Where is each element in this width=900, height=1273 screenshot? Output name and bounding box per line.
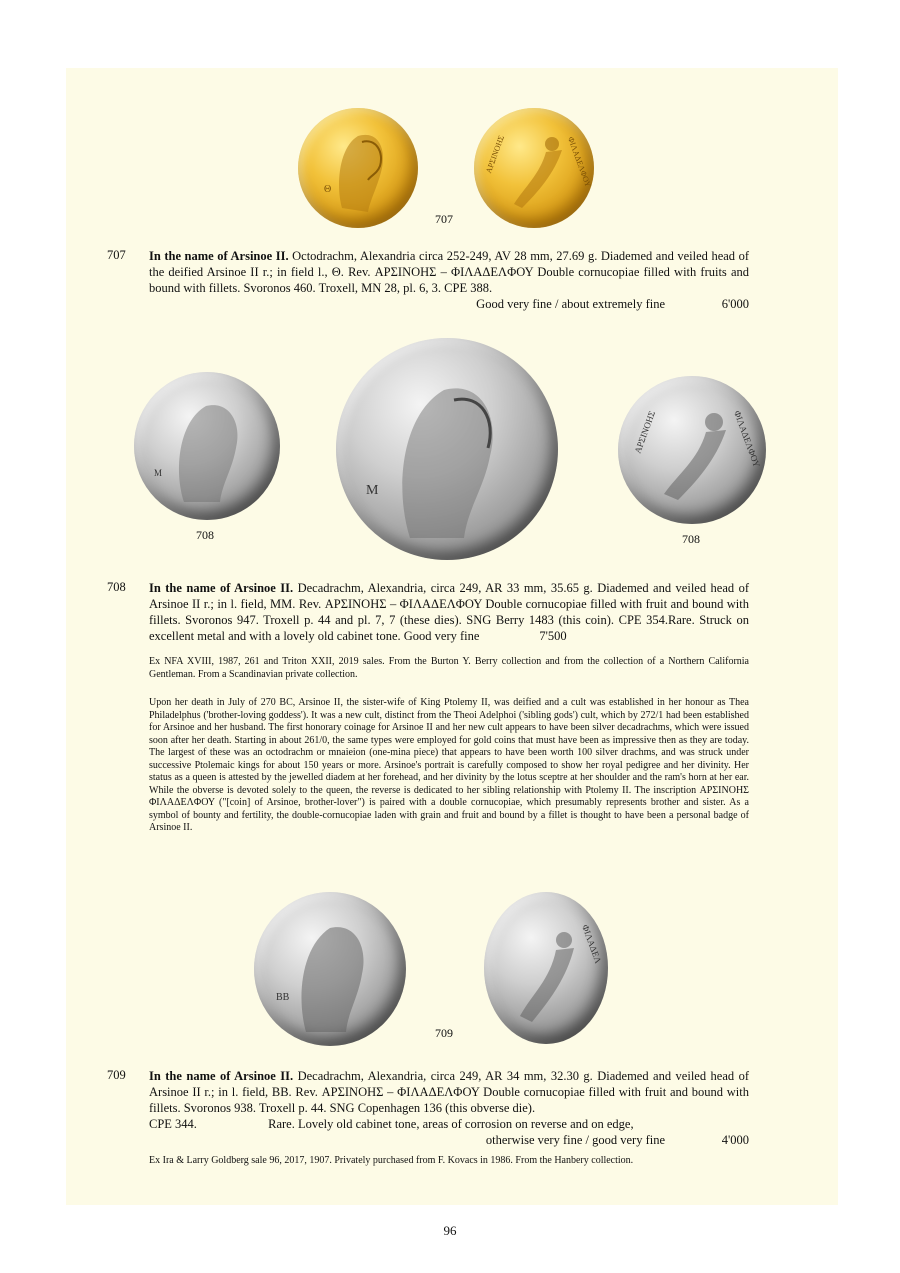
lot-body: Decadrachm, Alexandria, circa 249, AR 33 mm, 35.65 g. Diademed and veiled head of Arsinoe II r.; in l. field, MM. Rev. ΑΡΣΙΝΟΗΣ – ΦΙΛΑΔΕΛΦΟΥ Double cornucopiae filled with fruit and bound with fillets. Svoronos 947. Troxell p. 44 and pl. 7, 7 (these dies). SNG Berry 1483 (this coin). CPE 354.Rare. Struck on excellent metal and with a lovely old cabinet tone. Good very fine [149,581,749,643]
lot-cpe-row [149,1116,749,1132]
lot-description [149,1068,749,1148]
lot-grade-line2: otherwise very fine / good very fine [485,1133,665,1147]
svg-text:ΑΡΣΙΝΟΗΣ: ΑΡΣΙΝΟΗΣ [484,134,507,175]
figure-label-708-right: 708 [682,532,700,546]
lot-provenance: Ex NFA XVIII, 1987, 261 and Triton XXII, 2019 sales. From the Burton Y. Berry collection and from the collection of a Northern California Gentleman. From a Scandinavian private collection. [149,656,749,680]
lot-title: In the name of Arsinoe II. [149,1069,294,1083]
cornucopia-icon [618,376,766,524]
coin-708-obverse-small [134,372,280,520]
coin-707-obverse [298,108,418,228]
lot-body: Octodrachm, Alexandria circa 252-249, AV 28 mm, 27.69 g. Diademed and veiled head of the deified Arsinoe II r.; in field l., Θ. Rev. ΑΡΣΙΝΟΗΣ – ΦΙΛΑΔΕΛΦΟΥ Double cornucopiae filled with fruits and bound with fillets. Svoronos 460. Troxell, MN 28, pl. 6, 3. CPE 388. [149,249,749,295]
lot-title: In the name of Arsinoe II. [149,581,294,595]
svg-text:ΦΙΛΑΔΕΛΦΟΥ: ΦΙΛΑΔΕΛΦΟΥ [566,135,593,189]
svg-text:ΑΡΣΙΝΟΗΣ: ΑΡΣΙΝΟΗΣ [632,409,658,455]
lot-description [149,248,749,312]
cornucopia-icon [474,108,594,228]
lot-grade-line1: Rare. Lovely old cabinet tone, areas of corrosion on reverse and on edge, [268,1117,634,1131]
lot-description [149,580,749,644]
coin-707-reverse [474,108,594,228]
svg-text:ΦΙΛΑΔΕΛΦΟΥ: ΦΙΛΑΔΕΛΦΟΥ [732,409,762,469]
lot-price: 4'000 [721,1133,749,1147]
lot-cpe: CPE 344. [149,1117,197,1131]
lot-title: In the name of Arsinoe II. [149,249,289,263]
svg-text:Θ: Θ [324,184,332,195]
coin-709-reverse [484,892,608,1044]
grade-row [149,1132,749,1148]
figure-label-709: 709 [435,1026,453,1040]
lot-commentary: Upon her death in July of 270 BC, Arsinoe II, the sister-wife of King Ptolemy II, was deified and a cult was established in her honour as Thea Philadelphus ('brother-loving goddess'). It was a new cult, distinct from the Theoi Adelphoi ('sibling gods') cult, which by 272/1 had been established for Arsinoe and her husband. The first honorary coinage for Arsinoe II and her new cult appears to have been silver decadrachms, which were issued soon after her death. Starting in about 261/0, the same types were employed for gold coins that must have been as impressive then as they are today. The largest of these was an octodrachm or mnaieion (one-mina piece) that appears to have been worth 100 silver drachms, and was struck under successive Ptolemaic kings for about 150 years or more. Arsinoe's portrait is carefully composed to show her royal pedigree and her divinity. Her status as a queen is attested by the jewelled diadem at her forehead, and her divinity by the lotus sceptre at her shoulder and the ram's horn at her ear. While the obverse is devoted solely to the queen, the reverse is dedicated to her sibling relationship with Ptolemy II. The inscription ΑΡΣΙΝΟΗΣ ΦΙΛΑΔΕΛΦΟΥ ("[coin] of Arsinoe, brother-lover") is paired with a double cornucopiae, which presumably represents brother and sister. As a symbol of bounty and fertility, the double-cornucopiae laden with grain and fruit and bound by a fillet is thought to have been a personal badge of Arsinoe II. [149,697,749,833]
page-number: 96 [443,1223,457,1238]
lot-body: Decadrachm, Alexandria, circa 249, AR 34 mm, 32.30 g. Diademed and veiled head of Arsinoe II r.; in l. field, BB. Rev. ΑΡΣΙΝΟΗΣ – ΦΙΛΑΔΕΛΦΟΥ Double cornucopiae filled with fruit and bound with fillets. Svoronos 938. Troxell p. 44. SNG Copenhagen 136 (this obverse die). [149,1069,749,1115]
coin-709-obverse [254,892,406,1046]
veiled-head-icon [336,338,558,560]
svg-text:M: M [154,468,163,478]
coin-708-obverse-large [336,338,558,560]
veiled-head-icon [134,372,280,520]
lot-number: 709 [107,1068,126,1082]
figure-label-708-left: 708 [196,528,214,542]
figure-label-707: 707 [435,212,453,226]
lot-provenance: Ex Ira & Larry Goldberg sale 96, 2017, 1907. Privately purchased from F. Kovacs in 1986. From the Hanbery collection. [149,1155,634,1166]
lot-number: 708 [107,580,126,594]
veiled-head-icon [298,108,418,228]
veiled-head-icon [254,892,406,1046]
lot-price: 7'500 [539,629,567,643]
lot-number: 707 [107,248,126,262]
lot-grade: Good very fine / about extremely fine [476,297,665,311]
lot-price: 6'000 [721,297,749,311]
coin-708-reverse [618,376,766,524]
svg-text:M: M [366,483,379,498]
grade-row [149,296,749,312]
svg-text:ΦΙΛΑΔΕΛ: ΦΙΛΑΔΕΛ [580,923,604,965]
cornucopia-icon [484,892,608,1044]
svg-text:BB: BB [276,992,290,1003]
